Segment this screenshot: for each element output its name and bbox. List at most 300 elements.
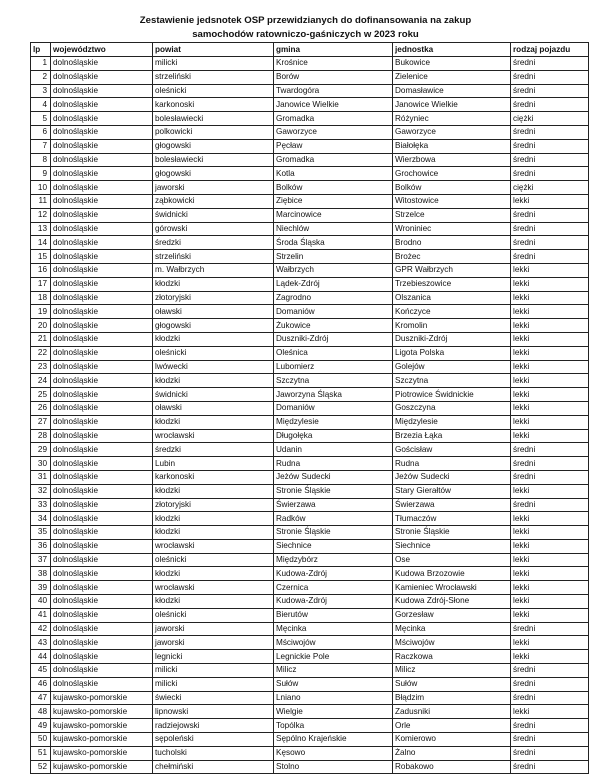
cell-rodzaj-pojazdu: średni (511, 98, 589, 112)
table-row (31, 443, 589, 457)
cell-rodzaj-pojazdu: lekki (511, 512, 589, 526)
cell-lp: 50 (31, 733, 51, 747)
cell-lp: 2 (31, 70, 51, 84)
cell-rodzaj-pojazdu: lekki (511, 636, 589, 650)
table-row (31, 622, 589, 636)
cell-jednostka: Ose (393, 553, 511, 567)
cell-wojewodztwo: dolnośląskie (51, 250, 153, 264)
cell-jednostka: Orle (393, 719, 511, 733)
cell-powiat: oławski (153, 305, 274, 319)
cell-powiat: milicki (153, 57, 274, 71)
cell-lp: 45 (31, 664, 51, 678)
cell-wojewodztwo: kujawsko-pomorskie (51, 691, 153, 705)
cell-rodzaj-pojazdu: lekki (511, 263, 589, 277)
cell-jednostka: Bukowice (393, 57, 511, 71)
cell-wojewodztwo: dolnośląskie (51, 498, 153, 512)
cell-powiat: kłodzki (153, 332, 274, 346)
cell-jednostka: Brożec (393, 250, 511, 264)
cell-powiat: kłodzki (153, 567, 274, 581)
cell-gmina: Krośnice (274, 57, 393, 71)
cell-powiat: milicki (153, 664, 274, 678)
cell-powiat: bolesławiecki (153, 153, 274, 167)
table-row (31, 84, 589, 98)
cell-lp: 29 (31, 443, 51, 457)
cell-jednostka: Męcinka (393, 622, 511, 636)
cell-rodzaj-pojazdu: średni (511, 57, 589, 71)
cell-lp: 27 (31, 415, 51, 429)
cell-gmina: Marcinowice (274, 208, 393, 222)
cell-gmina: Wałbrzych (274, 263, 393, 277)
table-row (31, 319, 589, 333)
cell-gmina: Świerzawa (274, 498, 393, 512)
table-row (31, 388, 589, 402)
cell-jednostka: Tłumaczów (393, 512, 511, 526)
cell-wojewodztwo: dolnośląskie (51, 677, 153, 691)
column-header-jednostka: jednostka (393, 43, 511, 57)
cell-wojewodztwo: dolnośląskie (51, 470, 153, 484)
cell-jednostka: Kończyce (393, 305, 511, 319)
cell-gmina: Gaworzyce (274, 125, 393, 139)
cell-rodzaj-pojazdu: lekki (511, 319, 589, 333)
cell-powiat: kłodzki (153, 484, 274, 498)
cell-lp: 20 (31, 319, 51, 333)
cell-rodzaj-pojazdu: średni (511, 222, 589, 236)
cell-jednostka: Olszanica (393, 291, 511, 305)
cell-gmina: Lądek-Zdrój (274, 277, 393, 291)
cell-rodzaj-pojazdu: lekki (511, 277, 589, 291)
cell-gmina: Udanin (274, 443, 393, 457)
cell-wojewodztwo: dolnośląskie (51, 305, 153, 319)
cell-powiat: tucholski (153, 746, 274, 760)
cell-gmina: Kudowa-Zdrój (274, 595, 393, 609)
cell-wojewodztwo: dolnośląskie (51, 636, 153, 650)
cell-lp: 33 (31, 498, 51, 512)
table-row (31, 236, 589, 250)
cell-jednostka: Trzebieszowice (393, 277, 511, 291)
cell-gmina: Rudna (274, 457, 393, 471)
cell-jednostka: Szczytna (393, 374, 511, 388)
cell-wojewodztwo: dolnośląskie (51, 374, 153, 388)
cell-gmina: Jaworzyna Śląska (274, 388, 393, 402)
table-row (31, 484, 589, 498)
table-row (31, 139, 589, 153)
cell-lp: 9 (31, 167, 51, 181)
cell-wojewodztwo: dolnośląskie (51, 346, 153, 360)
cell-wojewodztwo: kujawsko-pomorskie (51, 746, 153, 760)
cell-rodzaj-pojazdu: ciężki (511, 181, 589, 195)
cell-powiat: strzeliński (153, 250, 274, 264)
cell-jednostka: Janowice Wielkie (393, 98, 511, 112)
table-row (31, 346, 589, 360)
cell-rodzaj-pojazdu: średni (511, 70, 589, 84)
cell-lp: 15 (31, 250, 51, 264)
cell-powiat: wrocławski (153, 539, 274, 553)
cell-powiat: złotoryjski (153, 498, 274, 512)
cell-rodzaj-pojazdu: średni (511, 733, 589, 747)
cell-rodzaj-pojazdu: lekki (511, 539, 589, 553)
cell-powiat: Lubin (153, 457, 274, 471)
cell-jednostka: Grochowice (393, 167, 511, 181)
cell-powiat: górowski (153, 222, 274, 236)
cell-powiat: polkowicki (153, 125, 274, 139)
table-row (31, 608, 589, 622)
cell-lp: 30 (31, 457, 51, 471)
cell-jednostka: GPR Wałbrzych (393, 263, 511, 277)
cell-jednostka: Witostowice (393, 194, 511, 208)
cell-powiat: sępoleński (153, 733, 274, 747)
cell-lp: 11 (31, 194, 51, 208)
cell-rodzaj-pojazdu: średni (511, 664, 589, 678)
cell-lp: 4 (31, 98, 51, 112)
cell-jednostka: Zadusniki (393, 705, 511, 719)
cell-jednostka: Ligota Polska (393, 346, 511, 360)
cell-powiat: radziejowski (153, 719, 274, 733)
cell-rodzaj-pojazdu: średni (511, 719, 589, 733)
cell-gmina: Zagrodno (274, 291, 393, 305)
cell-rodzaj-pojazdu: lekki (511, 415, 589, 429)
cell-rodzaj-pojazdu: średni (511, 691, 589, 705)
table-row (31, 567, 589, 581)
cell-jednostka: Kudowa Brzozowie (393, 567, 511, 581)
table-row (31, 332, 589, 346)
cell-wojewodztwo: dolnośląskie (51, 332, 153, 346)
cell-jednostka: Milicz (393, 664, 511, 678)
table-row (31, 760, 589, 774)
table-row (31, 263, 589, 277)
cell-jednostka: Piotrowice Świdnickie (393, 388, 511, 402)
table-row (31, 429, 589, 443)
cell-powiat: wrocławski (153, 581, 274, 595)
cell-powiat: milicki (153, 677, 274, 691)
cell-gmina: Sępólno Krajeńskie (274, 733, 393, 747)
cell-gmina: Stronie Śląskie (274, 526, 393, 540)
cell-powiat: średzki (153, 443, 274, 457)
cell-jednostka: Siechnice (393, 539, 511, 553)
cell-rodzaj-pojazdu: średni (511, 167, 589, 181)
cell-gmina: Ziębice (274, 194, 393, 208)
cell-gmina: Czernica (274, 581, 393, 595)
cell-powiat: m. Wałbrzych (153, 263, 274, 277)
cell-gmina: Męcinka (274, 622, 393, 636)
table-row (31, 277, 589, 291)
cell-rodzaj-pojazdu: średni (511, 498, 589, 512)
cell-jednostka: Golejów (393, 360, 511, 374)
cell-rodzaj-pojazdu: średni (511, 250, 589, 264)
cell-powiat: kłodzki (153, 374, 274, 388)
title-line-2: samochodów ratowniczo-gaśniczych w 2023 roku (192, 29, 419, 40)
cell-gmina: Oleśnica (274, 346, 393, 360)
cell-powiat: bolesławiecki (153, 112, 274, 126)
cell-rodzaj-pojazdu: średni (511, 470, 589, 484)
cell-wojewodztwo: dolnośląskie (51, 319, 153, 333)
cell-wojewodztwo: kujawsko-pomorskie (51, 719, 153, 733)
cell-lp: 43 (31, 636, 51, 650)
cell-rodzaj-pojazdu: średni (511, 153, 589, 167)
cell-powiat: świdnicki (153, 388, 274, 402)
cell-rodzaj-pojazdu: lekki (511, 526, 589, 540)
cell-lp: 1 (31, 57, 51, 71)
cell-rodzaj-pojazdu: lekki (511, 553, 589, 567)
cell-wojewodztwo: dolnośląskie (51, 181, 153, 195)
cell-wojewodztwo: dolnośląskie (51, 277, 153, 291)
cell-rodzaj-pojazdu: średni (511, 457, 589, 471)
cell-gmina: Międzylesie (274, 415, 393, 429)
cell-powiat: głogowski (153, 167, 274, 181)
cell-lp: 49 (31, 719, 51, 733)
units-table (30, 42, 589, 774)
cell-rodzaj-pojazdu: średni (511, 622, 589, 636)
cell-jednostka: Stary Gierałtów (393, 484, 511, 498)
cell-lp: 31 (31, 470, 51, 484)
table-row (31, 167, 589, 181)
cell-jednostka: Robakowo (393, 760, 511, 774)
table-row (31, 733, 589, 747)
cell-jednostka: Duszniki-Zdrój (393, 332, 511, 346)
table-row (31, 153, 589, 167)
cell-gmina: Strzelin (274, 250, 393, 264)
cell-lp: 5 (31, 112, 51, 126)
cell-jednostka: Strzelce (393, 208, 511, 222)
cell-lp: 52 (31, 760, 51, 774)
cell-lp: 35 (31, 526, 51, 540)
cell-rodzaj-pojazdu: lekki (511, 429, 589, 443)
cell-wojewodztwo: dolnośląskie (51, 553, 153, 567)
table-row (31, 719, 589, 733)
cell-lp: 38 (31, 567, 51, 581)
cell-lp: 39 (31, 581, 51, 595)
cell-powiat: kłodzki (153, 512, 274, 526)
cell-powiat: jaworski (153, 622, 274, 636)
cell-gmina: Kęsowo (274, 746, 393, 760)
cell-gmina: Pęcław (274, 139, 393, 153)
cell-wojewodztwo: dolnośląskie (51, 84, 153, 98)
cell-jednostka: Różyniec (393, 112, 511, 126)
cell-gmina: Środa Śląska (274, 236, 393, 250)
cell-rodzaj-pojazdu: lekki (511, 595, 589, 609)
cell-jednostka: Błądzim (393, 691, 511, 705)
cell-rodzaj-pojazdu: lekki (511, 194, 589, 208)
cell-rodzaj-pojazdu: lekki (511, 401, 589, 415)
table-row (31, 305, 589, 319)
table-row (31, 70, 589, 84)
cell-lp: 3 (31, 84, 51, 98)
cell-powiat: lipnowski (153, 705, 274, 719)
cell-wojewodztwo: dolnośląskie (51, 236, 153, 250)
cell-wojewodztwo: dolnośląskie (51, 112, 153, 126)
cell-wojewodztwo: dolnośląskie (51, 567, 153, 581)
table-row (31, 401, 589, 415)
cell-wojewodztwo: dolnośląskie (51, 153, 153, 167)
cell-wojewodztwo: dolnośląskie (51, 595, 153, 609)
cell-powiat: kłodzki (153, 277, 274, 291)
cell-wojewodztwo: dolnośląskie (51, 194, 153, 208)
cell-jednostka: Goszczyna (393, 401, 511, 415)
cell-jednostka: Rudna (393, 457, 511, 471)
cell-wojewodztwo: dolnośląskie (51, 125, 153, 139)
cell-gmina: Jeżów Sudecki (274, 470, 393, 484)
cell-gmina: Gromadka (274, 112, 393, 126)
cell-gmina: Lniano (274, 691, 393, 705)
cell-gmina: Lubomierz (274, 360, 393, 374)
cell-gmina: Radków (274, 512, 393, 526)
cell-gmina: Borów (274, 70, 393, 84)
cell-lp: 18 (31, 291, 51, 305)
cell-powiat: kłodzki (153, 526, 274, 540)
cell-gmina: Kudowa-Zdrój (274, 567, 393, 581)
table-row (31, 636, 589, 650)
cell-lp: 23 (31, 360, 51, 374)
cell-rodzaj-pojazdu: średni (511, 125, 589, 139)
table-row (31, 194, 589, 208)
table-row (31, 581, 589, 595)
cell-jednostka: Kudowa Zdrój-Słone (393, 595, 511, 609)
cell-lp: 21 (31, 332, 51, 346)
table-row (31, 125, 589, 139)
cell-rodzaj-pojazdu: średni (511, 84, 589, 98)
cell-rodzaj-pojazdu: lekki (511, 484, 589, 498)
cell-rodzaj-pojazdu: lekki (511, 374, 589, 388)
cell-lp: 26 (31, 401, 51, 415)
cell-powiat: chełmiński (153, 760, 274, 774)
column-header-lp: lp (31, 43, 51, 57)
cell-wojewodztwo: dolnośląskie (51, 401, 153, 415)
cell-rodzaj-pojazdu: lekki (511, 705, 589, 719)
cell-jednostka: Raczkowa (393, 650, 511, 664)
cell-lp: 22 (31, 346, 51, 360)
cell-gmina: Milicz (274, 664, 393, 678)
cell-wojewodztwo: kujawsko-pomorskie (51, 705, 153, 719)
cell-wojewodztwo: dolnośląskie (51, 512, 153, 526)
cell-jednostka: Stronie Śląskie (393, 526, 511, 540)
cell-wojewodztwo: dolnośląskie (51, 388, 153, 402)
cell-jednostka: Wroniniec (393, 222, 511, 236)
cell-rodzaj-pojazdu: średni (511, 677, 589, 691)
table-row (31, 664, 589, 678)
cell-rodzaj-pojazdu: lekki (511, 305, 589, 319)
column-header-powiat: powiat (153, 43, 274, 57)
cell-wojewodztwo: dolnośląskie (51, 70, 153, 84)
table-row (31, 512, 589, 526)
cell-rodzaj-pojazdu: ciężki (511, 112, 589, 126)
cell-wojewodztwo: dolnośląskie (51, 457, 153, 471)
cell-jednostka: Bolków (393, 181, 511, 195)
cell-gmina: Gromadka (274, 153, 393, 167)
cell-rodzaj-pojazdu: lekki (511, 567, 589, 581)
cell-powiat: ząbkowicki (153, 194, 274, 208)
cell-lp: 12 (31, 208, 51, 222)
cell-wojewodztwo: dolnośląskie (51, 484, 153, 498)
cell-powiat: kłodzki (153, 595, 274, 609)
cell-powiat: oleśnicki (153, 608, 274, 622)
column-header-rodzaj-pojazdu: rodzaj pojazdu (511, 43, 589, 57)
table-row (31, 181, 589, 195)
table-row (31, 208, 589, 222)
cell-gmina: Stronie Śląskie (274, 484, 393, 498)
cell-powiat: jaworski (153, 181, 274, 195)
table-row (31, 595, 589, 609)
cell-wojewodztwo: dolnośląskie (51, 608, 153, 622)
cell-powiat: świdnicki (153, 208, 274, 222)
cell-jednostka: Zielenice (393, 70, 511, 84)
cell-powiat: oleśnicki (153, 553, 274, 567)
cell-lp: 25 (31, 388, 51, 402)
cell-powiat: strzeliński (153, 70, 274, 84)
cell-jednostka: Brzezia Łąka (393, 429, 511, 443)
cell-lp: 48 (31, 705, 51, 719)
cell-gmina: Domaniów (274, 401, 393, 415)
table-row (31, 691, 589, 705)
cell-gmina: Legnickie Pole (274, 650, 393, 664)
cell-powiat: legnicki (153, 650, 274, 664)
table-row (31, 746, 589, 760)
table-row (31, 705, 589, 719)
cell-jednostka: Komierowo (393, 733, 511, 747)
cell-lp: 37 (31, 553, 51, 567)
cell-gmina: Duszniki-Zdrój (274, 332, 393, 346)
cell-jednostka: Domasławice (393, 84, 511, 98)
cell-powiat: głogowski (153, 139, 274, 153)
table-header-row (31, 43, 589, 57)
cell-jednostka: Białołęka (393, 139, 511, 153)
cell-wojewodztwo: dolnośląskie (51, 139, 153, 153)
table-row (31, 112, 589, 126)
cell-jednostka: Brodno (393, 236, 511, 250)
cell-powiat: lwówecki (153, 360, 274, 374)
cell-lp: 40 (31, 595, 51, 609)
cell-gmina: Domaniów (274, 305, 393, 319)
table-row (31, 553, 589, 567)
cell-gmina: Twardogóra (274, 84, 393, 98)
cell-gmina: Niechlów (274, 222, 393, 236)
cell-jednostka: Gościsław (393, 443, 511, 457)
cell-rodzaj-pojazdu: lekki (511, 346, 589, 360)
cell-powiat: oleśnicki (153, 84, 274, 98)
cell-wojewodztwo: dolnośląskie (51, 167, 153, 181)
table-row (31, 291, 589, 305)
cell-powiat: świecki (153, 691, 274, 705)
cell-wojewodztwo: dolnośląskie (51, 650, 153, 664)
cell-rodzaj-pojazdu: lekki (511, 581, 589, 595)
cell-gmina: Stolno (274, 760, 393, 774)
cell-jednostka: Jeżów Sudecki (393, 470, 511, 484)
cell-rodzaj-pojazdu: średni (511, 746, 589, 760)
title-line-1: Zestawienie jedsnotek OSP przewidzianych do dofinansowania na zakup (139, 15, 472, 26)
cell-lp: 46 (31, 677, 51, 691)
cell-lp: 42 (31, 622, 51, 636)
cell-powiat: średzki (153, 236, 274, 250)
cell-wojewodztwo: dolnośląskie (51, 360, 153, 374)
cell-wojewodztwo: dolnośląskie (51, 429, 153, 443)
table-row (31, 98, 589, 112)
cell-wojewodztwo: dolnośląskie (51, 415, 153, 429)
cell-wojewodztwo: dolnośląskie (51, 222, 153, 236)
cell-jednostka: Wierzbowa (393, 153, 511, 167)
cell-rodzaj-pojazdu: lekki (511, 332, 589, 346)
cell-lp: 14 (31, 236, 51, 250)
cell-jednostka: Mściwojów (393, 636, 511, 650)
cell-lp: 47 (31, 691, 51, 705)
cell-powiat: złotoryjski (153, 291, 274, 305)
cell-gmina: Siechnice (274, 539, 393, 553)
column-header-gmina: gmina (274, 43, 393, 57)
cell-lp: 19 (31, 305, 51, 319)
cell-powiat: wrocławski (153, 429, 274, 443)
cell-lp: 7 (31, 139, 51, 153)
cell-lp: 13 (31, 222, 51, 236)
cell-lp: 28 (31, 429, 51, 443)
cell-wojewodztwo: dolnośląskie (51, 443, 153, 457)
cell-gmina: Bierutów (274, 608, 393, 622)
